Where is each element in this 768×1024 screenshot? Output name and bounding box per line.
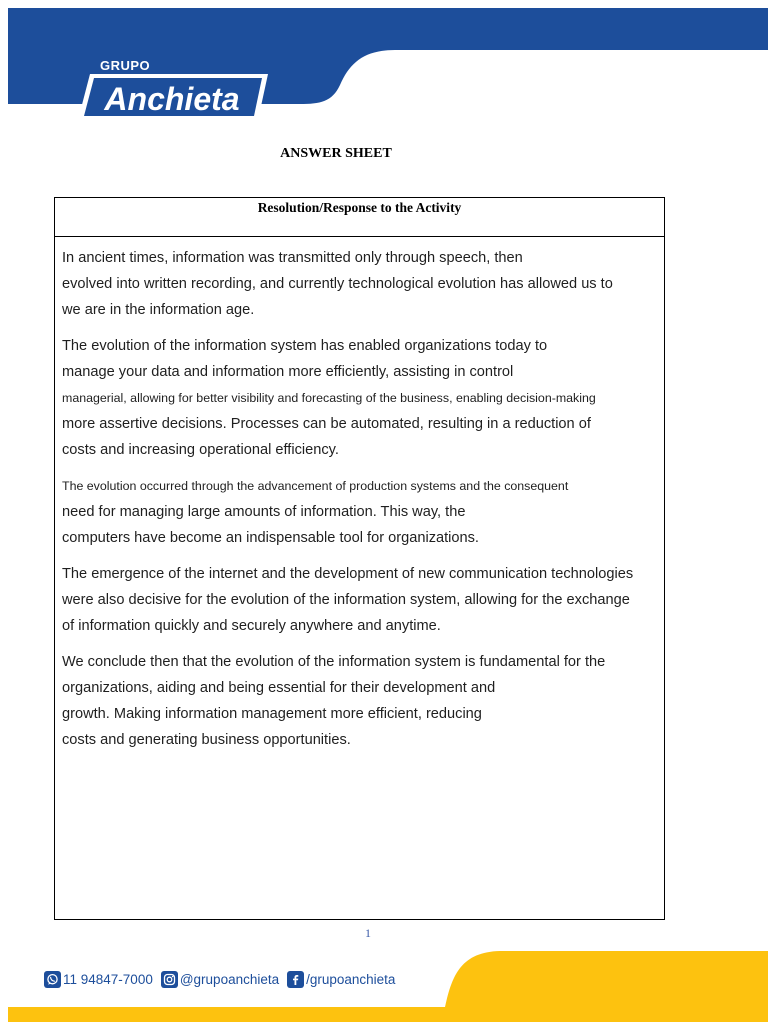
logo-grupo-text: GRUPO — [100, 58, 151, 73]
logo-wordmark-text: Anchieta — [104, 81, 240, 117]
answer-paragraph — [62, 245, 664, 323]
logo-wordmark — [76, 72, 270, 122]
paragraph-line: In ancient times, information was transmitted only through speech, then — [62, 250, 523, 266]
answer-content — [55, 237, 664, 753]
paragraph-line: were also decisive for the evolution of the information system, allowing for the exchange — [62, 592, 630, 608]
instagram-handle[interactable]: @grupoanchieta — [179, 971, 280, 987]
answer-box-header: Resolution/Response to the Activity — [55, 198, 664, 237]
paragraph-line: need for managing large amounts of information. This way, the — [62, 504, 466, 520]
paragraph-line: we are in the information age. — [62, 302, 255, 318]
paragraph-line: evolved into written recording, and currently technological evolution has allowed us to — [62, 276, 613, 292]
facebook-icon — [287, 971, 304, 988]
footer-contacts — [44, 969, 403, 989]
phone-number[interactable]: 11 94847-7000 — [63, 971, 153, 987]
paragraph-line: of information quickly and securely anywhere and anytime. — [62, 618, 441, 634]
brand-logo — [76, 58, 272, 126]
paragraph-line: The evolution occurred through the advancement of production systems and the consequent — [62, 479, 569, 493]
paragraph-line: The emergence of the internet and the development of new communication technologies — [62, 566, 634, 582]
instagram-icon — [161, 971, 178, 988]
paragraph-line: We conclude then that the evolution of the information system is fundamental for the — [62, 654, 606, 670]
answer-paragraph — [62, 333, 664, 463]
answer-paragraph — [62, 473, 664, 551]
page-number: 1 — [365, 926, 371, 940]
paragraph-line: growth. Making information management more efficient, reducing — [62, 706, 482, 722]
paragraph-line: costs and generating business opportunities. — [62, 732, 351, 748]
paragraph-line: costs and increasing operational efficiency. — [62, 442, 339, 458]
paragraph-line: more assertive decisions. Processes can be automated, resulting in a reduction of — [62, 416, 591, 432]
answer-box — [54, 197, 665, 920]
paragraph-line: manage your data and information more efficiently, assisting in control — [62, 364, 514, 380]
answer-paragraph — [62, 561, 664, 639]
paragraph-line: managerial, allowing for better visibility and forecasting of the business, enabling decision-making — [62, 391, 596, 405]
facebook-handle[interactable]: /grupoanchieta — [306, 971, 396, 987]
paragraph-line: The evolution of the information system has enabled organizations today to — [62, 338, 548, 354]
answer-paragraph — [62, 649, 664, 753]
paragraph-line: organizations, aiding and being essential for their development and — [62, 680, 496, 696]
page-title: ANSWER SHEET — [280, 146, 392, 161]
paragraph-line: computers have become an indispensable tool for organizations. — [62, 530, 479, 546]
whatsapp-icon — [44, 971, 61, 988]
